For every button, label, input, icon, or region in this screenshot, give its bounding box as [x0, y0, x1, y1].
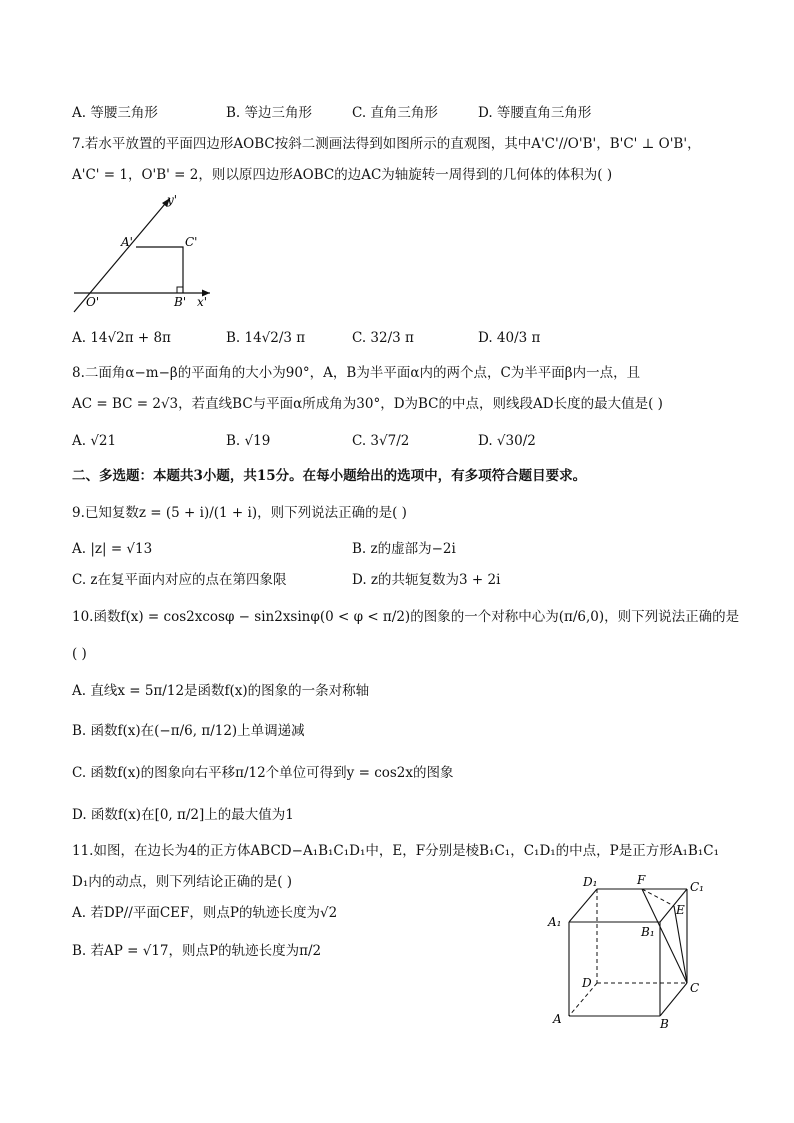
q8-stem-line1: 8.二面角α−m−β的平面角的大小为90°，A，B为半平面α内的两个点，C为半平面β内一点，且 — [72, 365, 641, 381]
q11-option-a: A. 若DP//平面CEF，则点P的轨迹长度为√2 — [72, 905, 338, 921]
q11-stem-line2: D₁内的动点，则下列结论正确的是( ) — [72, 874, 293, 890]
q8-option-b: B. √19 — [226, 433, 271, 449]
label-b1: B₁ — [641, 925, 655, 939]
q9-option-a: A. |z| = √13 — [72, 541, 153, 557]
quadrilateral-edges — [136, 247, 183, 293]
q9-stem: 9.已知复数z = (5 + i)/(1 + i)，则下列说法正确的是( ) — [72, 505, 407, 521]
q9-option-c: C. z在复平面内对应的点在第四象限 — [72, 572, 287, 588]
q10-stem-line2: ( ) — [72, 646, 87, 662]
q8-option-d: D. √30/2 — [478, 433, 536, 449]
label-b: B' — [174, 295, 187, 309]
q7-option-c: C. 32/3 π — [352, 330, 414, 346]
q6-option-c: C. 直角三角形 — [352, 105, 438, 121]
q6-option-d: D. 等腰直角三角形 — [478, 105, 592, 121]
q9-option-b: B. z的虚部为−2i — [352, 541, 456, 557]
q8-stem-line2: AC = BC = 2√3，若直线BC与平面α所成角为30°，D为BC的中点，则线段AD长度的最大值是( ) — [72, 396, 663, 412]
cube-visible-edges — [569, 889, 687, 1016]
label-y: y' — [167, 193, 178, 207]
right-angle-mark — [177, 287, 183, 293]
q8-option-a: A. √21 — [72, 433, 117, 449]
label-c: C — [690, 981, 700, 995]
label-x: x' — [197, 295, 208, 309]
q6-option-a: A. 等腰三角形 — [72, 105, 158, 121]
q7-option-b: B. 14√2/3 π — [226, 330, 306, 346]
label-d1: D₁ — [583, 875, 598, 889]
label-c1: C₁ — [690, 880, 704, 894]
label-a1: A₁ — [548, 915, 562, 929]
q10-option-b: B. 函数f(x)在(−π/6, π/12)上单调递减 — [72, 723, 305, 739]
q6-option-b: B. 等边三角形 — [226, 105, 313, 121]
section2-heading: 二、多选题：本题共3小题，共15分。在每小题给出的选项中，有多项符合题目要求。 — [72, 468, 587, 484]
q7-stem-line1: 7.若水平放置的平面四边形AOBC按斜二测画法得到如图所示的直观图，其中A'C'//O'B'，B'C' ⊥ O'B'， — [72, 136, 701, 152]
q10-option-c: C. 函数f(x)的图象向右平移π/12个单位可得到y = cos2x的图象 — [72, 765, 454, 781]
q9-option-d: D. z的共轭复数为3 + 2i — [352, 572, 501, 588]
label-b: B — [660, 1017, 669, 1031]
q11-option-b: B. 若AP = √17，则点P的轨迹长度为π/2 — [72, 943, 322, 959]
label-a: A' — [121, 235, 133, 249]
q10-option-d: D. 函数f(x)在[0, π/2]上的最大值为1 — [72, 807, 294, 823]
q10-stem-line1: 10.函数f(x) = cos2xcosφ − sin2xsinφ(0 < φ < π/2)的图象的一个对称中心为(π/6,0)，则下列说法正确的是 — [72, 609, 740, 625]
q7-oblique-figure — [66, 188, 226, 318]
q7-option-a: A. 14√2π + 8π — [72, 330, 171, 346]
q7-option-d: D. 40/3 π — [478, 330, 541, 346]
q10-option-a: A. 直线x = 5π/12是函数f(x)的图象的一条对称轴 — [72, 683, 370, 699]
label-f: F — [637, 873, 646, 887]
q11-stem-line1: 11.如图，在边长为4的正方体ABCD−A₁B₁C₁D₁中，E，F分别是棱B₁C₁，C₁D₁的中点，P是正方形A₁B₁C₁ — [72, 843, 720, 859]
q7-stem-line2: A'C' = 1，O'B' = 2，则以原四边形AOBC的边AC为轴旋转一周得到的几何体的体积为( ) — [72, 167, 613, 183]
label-d: D — [582, 976, 592, 990]
label-c: C' — [185, 235, 198, 249]
label-o: O' — [86, 295, 100, 309]
cube-hidden-edges — [569, 889, 687, 1016]
q11-cube-figure — [540, 866, 720, 1036]
label-e: E — [676, 903, 685, 917]
q8-option-c: C. 3√7/2 — [352, 433, 410, 449]
label-a: A — [553, 1012, 562, 1026]
